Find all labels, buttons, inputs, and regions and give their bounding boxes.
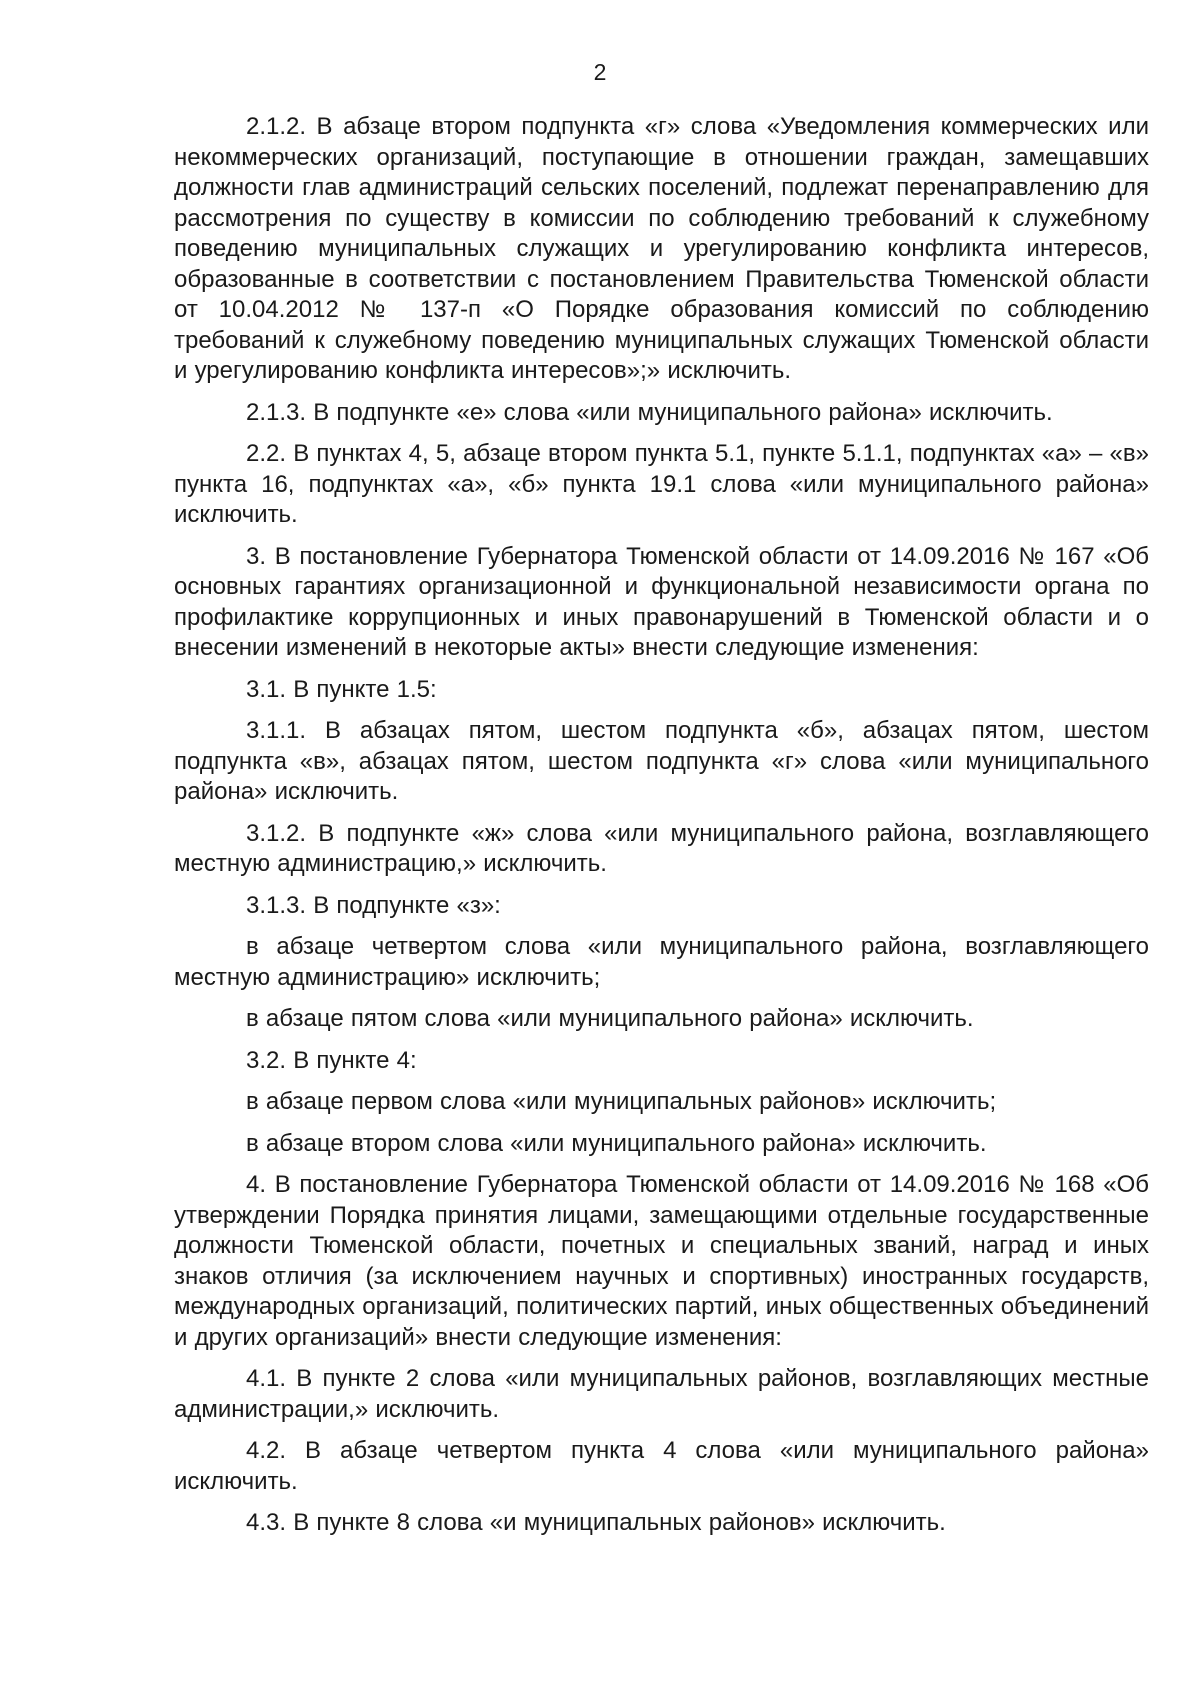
paragraph-3-2-second: в абзаце втором слова «или муниципального района» исключить. <box>246 1129 987 1157</box>
paragraph-2-1-3: 2.1.3. В подпункте «е» слова «или муниципального района» исключить. <box>246 398 1053 426</box>
paragraph-3-2: 3.2. В пункте 4: <box>246 1046 417 1074</box>
paragraph-3-1-2: 3.1.2. В подпункте «ж» слова «или муниципального района, возглавляющего местную администрацию,» исключить. <box>174 819 1149 877</box>
paragraph-4-2: 4.2. В абзаце четвертом пункта 4 слова «или муниципального района» исключить. <box>174 1437 1149 1495</box>
paragraph-3-1-3: 3.1.3. В подпункте «з»: <box>246 891 501 919</box>
paragraph-4-1: 4.1. В пункте 2 слова «или муниципальных районов, возглавляющих местные администрации,» исключить. <box>174 1365 1149 1423</box>
paragraph-3-1-3-fourth: в абзаце четвертом слова «или муниципального района, возглавляющего местную администрацию» исключить; <box>174 933 1149 991</box>
paragraph-2-1-2: 2.1.2. В абзаце втором подпункта «г» слова «Уведомления коммерческих или некоммерческих организаций, поступающие в отношении граждан, замещавших должности глав администраций сельских поселений, подлежат перенаправлению для рассмотрения по существу в комиссии по соблюдению требований к служебному поведению муниципальных служащих и урегулированию конфликта интересов, образованные в соответствии с постановлением Правительства Тюменской области от 10.04.2012 № 137-п «О Порядке образования комиссий по соблюдению требований к служебному поведению муниципальных служащих Тюменской области и урегулированию конфликта интересов»;» исключить. <box>174 113 1149 384</box>
paragraph-3-1: 3.1. В пункте 1.5: <box>246 675 437 703</box>
paragraph-3-2-first: в абзаце первом слова «или муниципальных районов» исключить; <box>246 1088 997 1115</box>
paragraph-2-2: 2.2. В пунктах 4, 5, абзаце втором пункта 5.1, пункте 5.1.1, подпунктах «а» – «в» пункта 16, подпунктах «а», «б» пункта 19.1 слова «или муниципального района» исключить. <box>174 440 1149 528</box>
document-body <box>174 112 1149 1550</box>
paragraph-4: 4. В постановление Губернатора Тюменской области от 14.09.2016 № 168 «Об утверждении Порядка принятия лицами, замещающими отдельные государственные должности Тюменской области, почетных и специальных званий, наград и иных знаков отличия (за исключением научных и спортивных) иностранных государств, международных организаций, политических партий, иных общественных объединений и других организаций» внести следующие изменения: <box>174 1171 1149 1351</box>
paragraph-3: 3. В постановление Губернатора Тюменской области от 14.09.2016 № 167 «Об основных гарантиях организационной и функциональной независимости органа по профилактике коррупционных и иных правонарушений в Тюменской области и о внесении изменений в некоторые акты» внести следующие изменения: <box>174 542 1149 661</box>
paragraph-3-1-3-fifth: в абзаце пятом слова «или муниципального района» исключить. <box>246 1005 974 1032</box>
page-number: 2 <box>593 59 607 85</box>
paragraph-4-3: 4.3. В пункте 8 слова «и муниципальных районов» исключить. <box>246 1509 946 1536</box>
paragraph-3-1-1: 3.1.1. В абзацах пятом, шестом подпункта «б», абзацах пятом, шестом подпункта «в», абзацах пятом, шестом подпункта «г» слова «или муниципального района» исключить. <box>174 717 1149 805</box>
